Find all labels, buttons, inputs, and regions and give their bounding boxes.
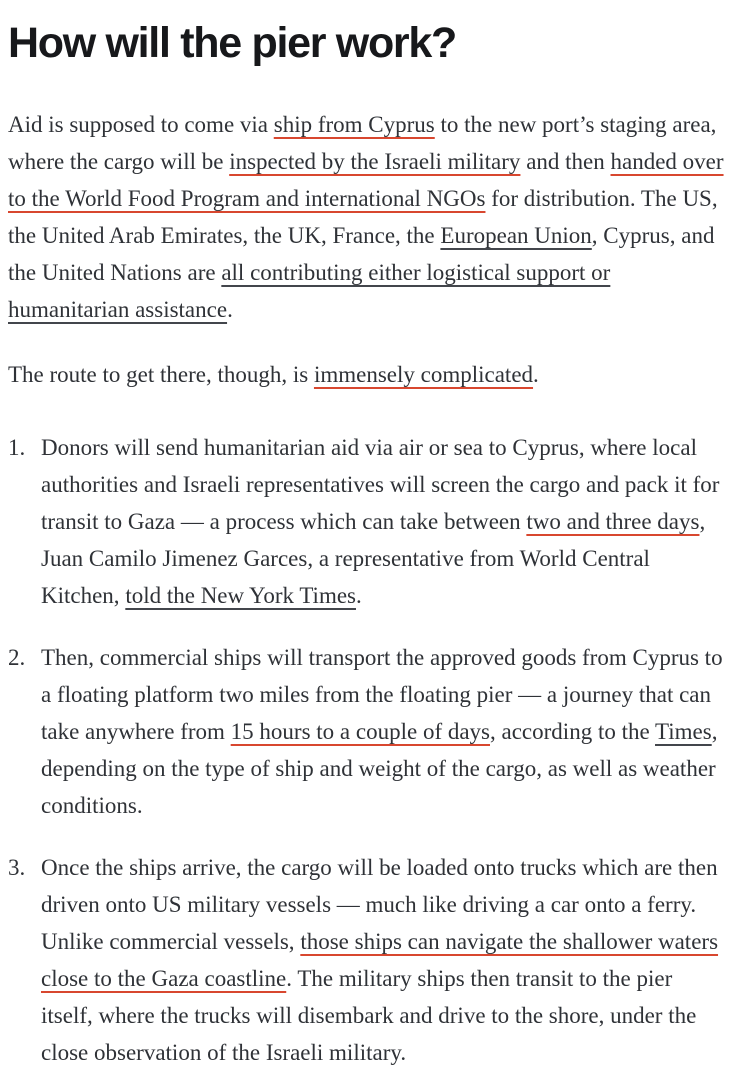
page-title: How will the pier work? [8, 19, 456, 67]
paragraph-route [8, 356, 724, 393]
inline-link[interactable]: all contributing either logistical support or humanitarian assistance [8, 260, 611, 323]
text-segment: The route to get there, though, is [8, 362, 314, 388]
text-segment: for distribution. The US, the United Arab Emirates, the UK, France, the [8, 186, 718, 249]
inline-link[interactable]: handed over to the World Food Program and international NGOs [8, 149, 724, 212]
text-segment: . [356, 583, 362, 609]
list-item-number: 3. [8, 855, 26, 881]
list-item [8, 849, 724, 1071]
list-item-text [41, 429, 724, 614]
inline-link[interactable]: two and three days [526, 509, 700, 535]
text-segment: Aid is supposed to come via [8, 112, 274, 138]
inline-link[interactable]: those ships can navigate the shallower waters close to the Gaza coastline [41, 929, 719, 992]
inline-link[interactable]: European Union [440, 223, 592, 249]
text-segment: . The military ships then transit to the pier itself, where the trucks will disembark and drive to the shore, under the close observation of the Israeli military. [41, 966, 697, 1066]
text-segment: , according to the [490, 719, 656, 745]
list-item [8, 639, 724, 824]
text-segment: to the new port’s staging area, where the cargo will be [8, 112, 717, 175]
text-segment: Once the ships arrive, the cargo will be loaded onto trucks which are then driven onto US military vessels — much like driving a car onto a ferry. Unlike commercial vessels, [41, 855, 718, 955]
list-item-number: 1. [8, 435, 26, 461]
inline-link[interactable]: ship from Cyprus [273, 112, 435, 138]
inline-link[interactable]: inspected by the Israeli military [229, 149, 521, 175]
text-segment: . [227, 297, 233, 323]
inline-link[interactable]: told the New York Times [125, 583, 356, 609]
text-segment: , Cyprus, and the United Nations are [8, 223, 715, 286]
text-segment: . [533, 362, 539, 388]
text-segment: , depending on the type of ship and weight of the cargo, as well as weather conditions. [41, 719, 718, 819]
text-segment: , Juan Camilo Jimenez Garces, a representative from World Central Kitchen, [41, 509, 706, 609]
paragraph-intro [8, 106, 724, 328]
list-item-text [41, 849, 724, 1071]
numbered-list [8, 429, 724, 1071]
list-item-number: 2. [8, 645, 26, 671]
inline-link[interactable]: immensely complicated [313, 362, 534, 388]
list-item [8, 429, 724, 614]
list-item-text [41, 639, 724, 824]
inline-link[interactable]: Times [655, 719, 712, 745]
text-segment: and then [520, 149, 611, 175]
inline-link[interactable]: 15 hours to a couple of days [230, 719, 491, 745]
text-segment: Then, commercial ships will transport the approved goods from Cyprus to a floating platform two miles from the floating pier — a journey that can take anywhere from [41, 645, 723, 745]
text-segment: Donors will send humanitarian aid via air or sea to Cyprus, where local authorities and Israeli representatives will screen the cargo and pack it for transit to Gaza — a process which can take between [41, 435, 720, 535]
